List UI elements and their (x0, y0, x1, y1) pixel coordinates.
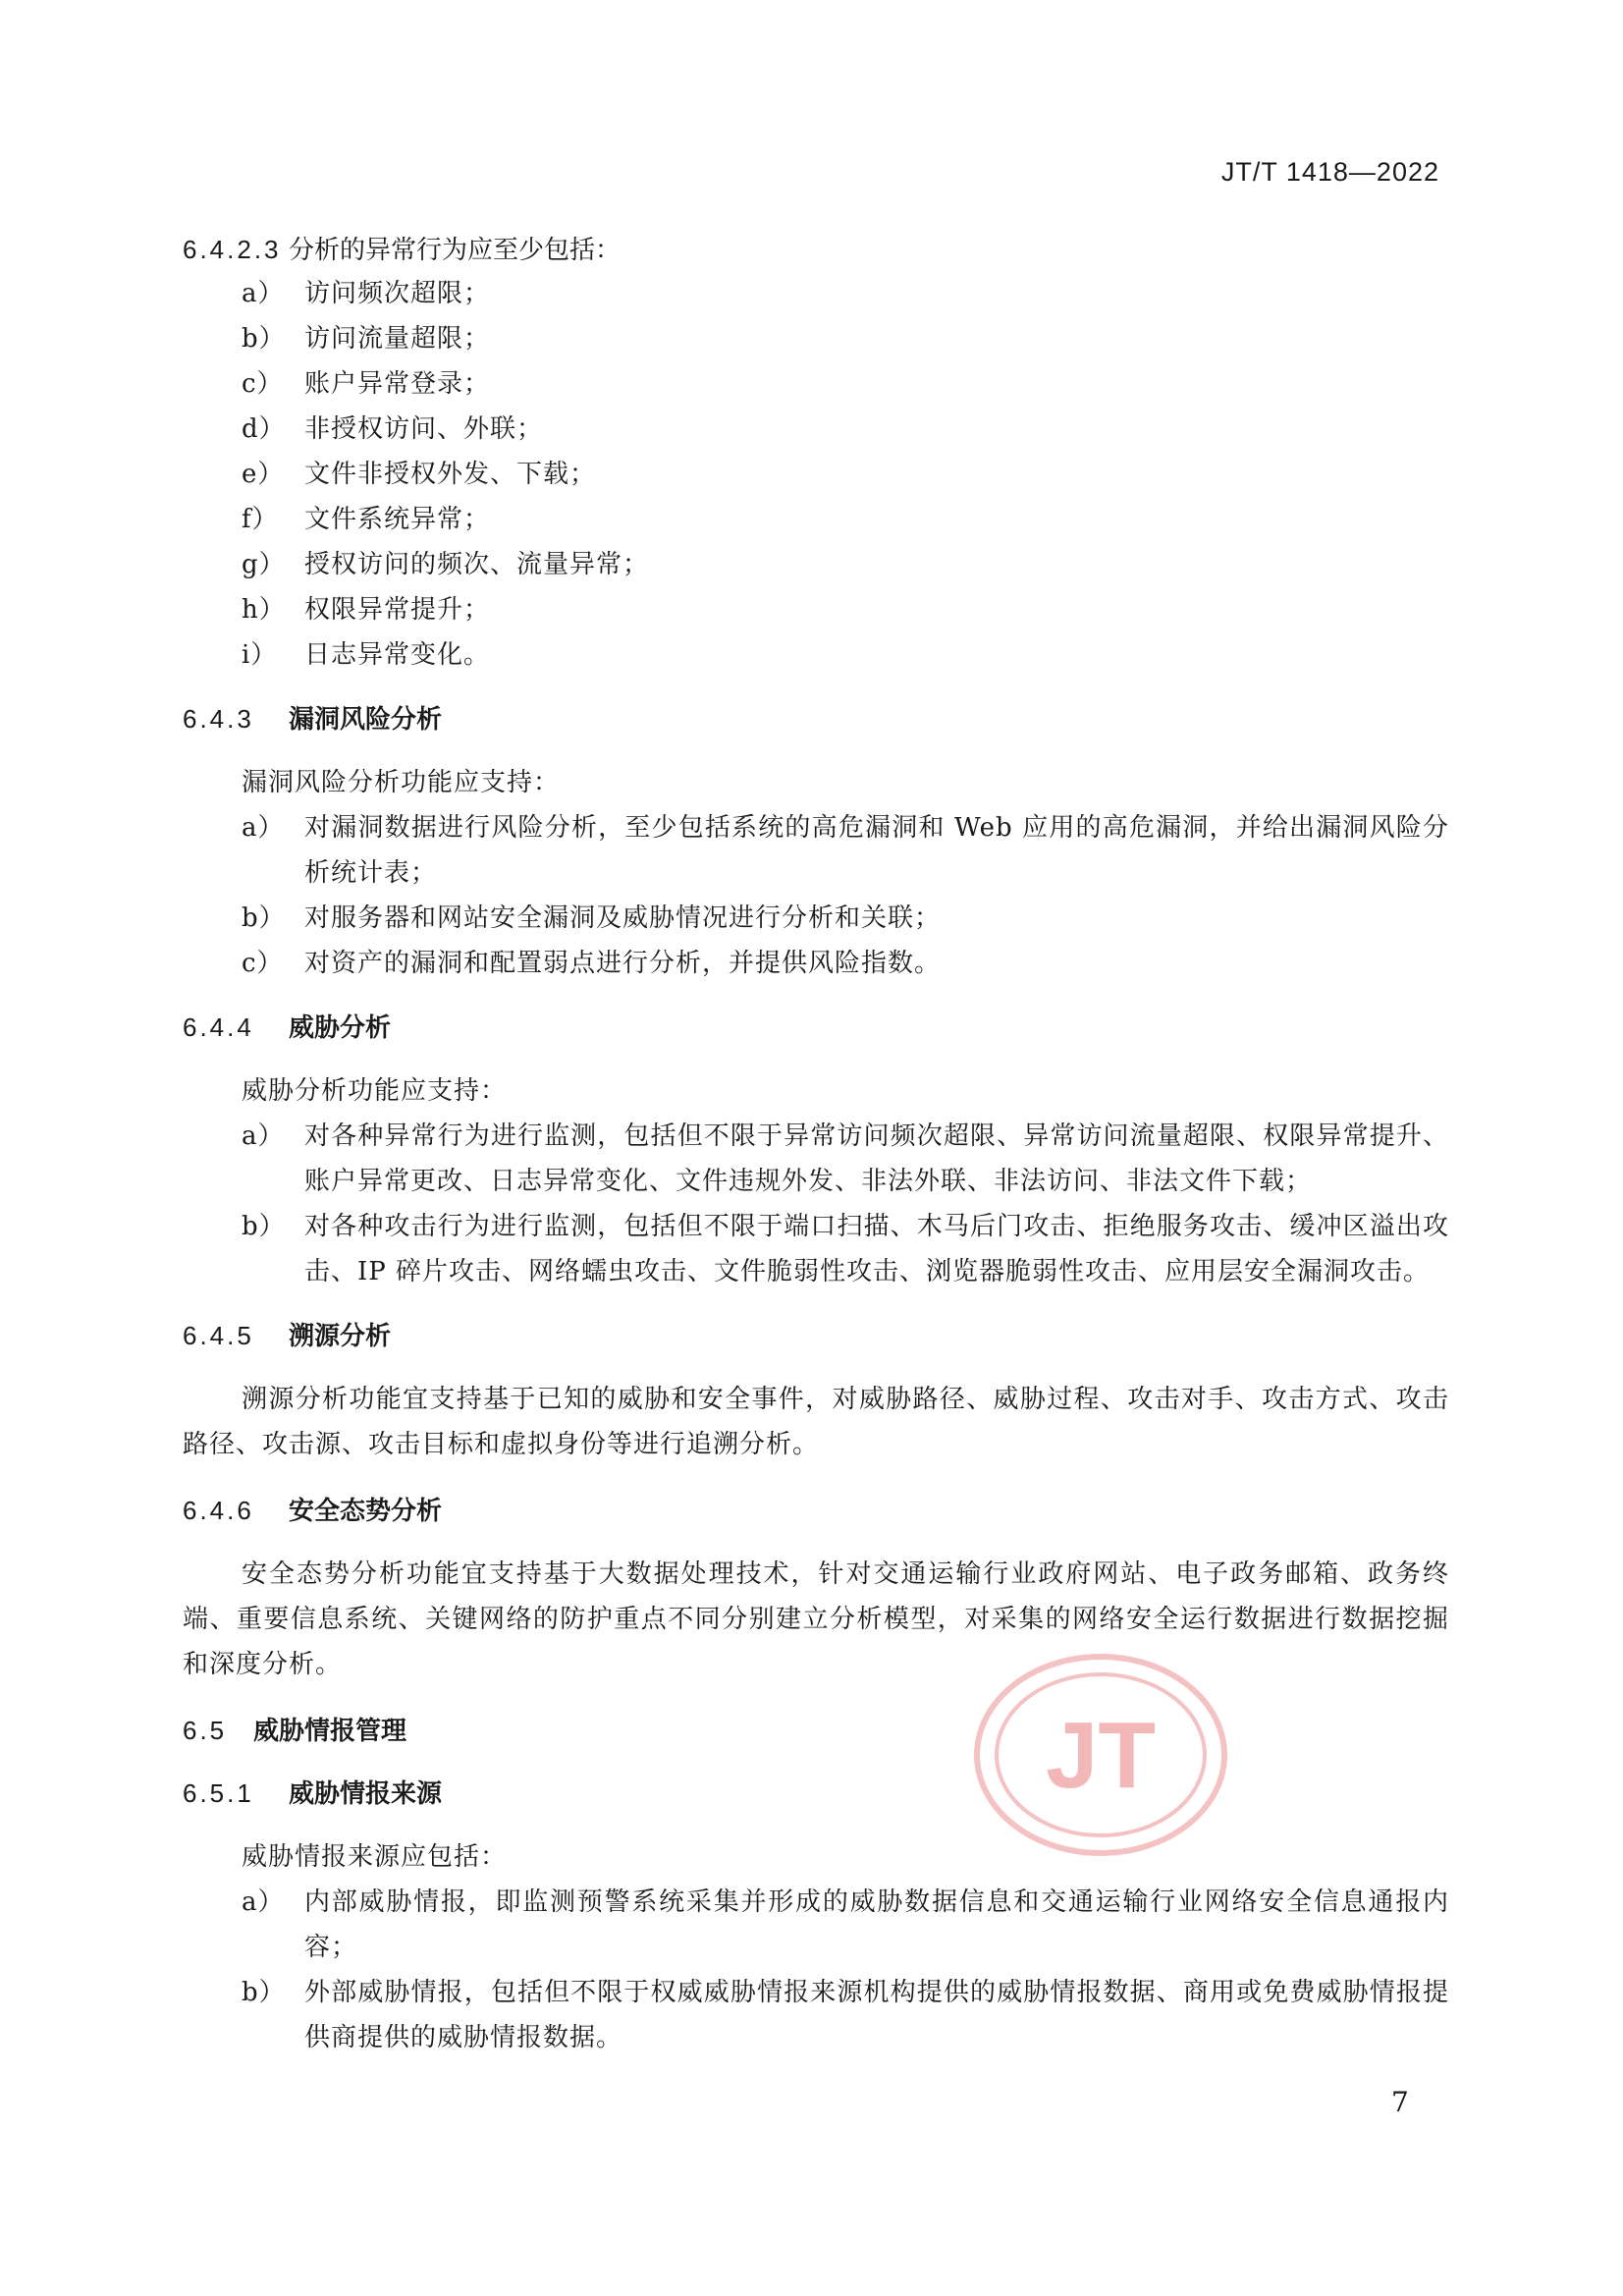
list-item (183, 1880, 1449, 1970)
list-text: 访问频次超限； (304, 279, 491, 308)
list-marker: b） (242, 324, 286, 354)
clause-6-4-5-heading (183, 1314, 1449, 1357)
clause-intro: 漏洞风险分析功能应支持： (242, 768, 561, 797)
clause-6-4-2-3-heading (183, 228, 1449, 271)
document-body (183, 228, 1449, 2080)
clause-title: 分析的异常行为应至少包括： (289, 235, 622, 264)
list-item (183, 587, 1449, 632)
list-item (183, 896, 1449, 941)
list-marker: g） (242, 550, 286, 579)
clause-body: 安全态势分析功能宜支持基于大数据处理技术，针对交通运输行业政府网站、电子政务邮箱、政务终端、重要信息系统、关键网络的防护重点不同分别建立分析模型，对采集的网络安全运行数据进行数据挖掘和深度分析。 (183, 1559, 1449, 1679)
list-text: 对各种异常行为进行监测，包括但不限于异常访问频次超限、异常访问流量超限、权限异常提升、账户异常更改、日志异常变化、文件违规外发、非法外联、非法访问、非法文件下载； (304, 1121, 1449, 1196)
list-text: 文件非授权外发、下载； (304, 460, 597, 489)
clause-6-4-6-heading (183, 1489, 1449, 1532)
page-number: 7 (1391, 2086, 1409, 2118)
clause-number: 6.5.1 (183, 1778, 254, 1808)
threat-analysis-list (183, 1114, 1449, 1294)
list-item (183, 1114, 1449, 1204)
list-marker: b） (242, 1978, 286, 2007)
list-text: 权限异常提升； (304, 595, 491, 625)
list-item (183, 316, 1449, 361)
clause-title: 漏洞风险分析 (289, 704, 443, 734)
vulnerability-analysis-list (183, 805, 1449, 986)
list-marker: a） (242, 1887, 285, 1917)
list-text: 日志异常变化。 (304, 640, 491, 670)
clause-6-5-heading (183, 1709, 1449, 1752)
list-marker: a） (242, 813, 285, 843)
abnormal-behavior-list (183, 271, 1449, 678)
list-marker: f） (242, 505, 279, 534)
clause-body: 溯源分析功能宜支持基于已知的威胁和安全事件，对威胁路径、威胁过程、攻击对手、攻击方式、攻击路径、攻击源、攻击目标和虚拟身份等进行追溯分析。 (183, 1385, 1449, 1459)
clause-title: 威胁分析 (289, 1012, 392, 1042)
list-marker: b） (242, 1212, 286, 1241)
clause-number: 6.4.3 (183, 704, 254, 734)
list-text: 外部威胁情报，包括但不限于权威威胁情报来源机构提供的威胁情报数据、商用或免费威胁情报提供商提供的威胁情报数据。 (304, 1978, 1449, 2052)
list-text: 授权访问的频次、流量异常； (304, 550, 650, 579)
svg-text:JT: JT (1045, 1703, 1157, 1808)
clause-number: 6.4.2.3 (183, 235, 282, 264)
list-item (183, 1204, 1449, 1294)
clause-number: 6.4.4 (183, 1012, 254, 1042)
list-text: 文件系统异常； (304, 505, 491, 534)
list-text: 对资产的漏洞和配置弱点进行分析，并提供风险指数。 (304, 949, 942, 978)
list-item (183, 941, 1449, 986)
clause-title: 威胁情报来源 (289, 1778, 443, 1808)
list-marker: a） (242, 1121, 285, 1151)
list-item (183, 497, 1449, 542)
clause-number: 6.4.5 (183, 1321, 254, 1350)
clause-title: 威胁情报管理 (253, 1716, 407, 1745)
list-text: 对各种攻击行为进行监测，包括但不限于端口扫描、木马后门攻击、拒绝服务攻击、缓冲区溢出攻击、IP 碎片攻击、网络蠕虫攻击、文件脆弱性攻击、浏览器脆弱性攻击、应用层安全漏洞攻击。 (304, 1212, 1449, 1286)
list-text: 访问流量超限； (304, 324, 491, 354)
document-code: JT/T 1418—2022 (1220, 157, 1439, 187)
list-item (183, 271, 1449, 316)
list-text: 对漏洞数据进行风险分析，至少包括系统的高危漏洞和 Web 应用的高危漏洞，并给出漏洞风险分析统计表； (304, 813, 1449, 888)
list-marker: d） (242, 414, 286, 444)
threat-intel-source-list (183, 1880, 1449, 2060)
clause-6-4-4-heading (183, 1006, 1449, 1049)
list-item (183, 407, 1449, 452)
list-marker: b） (242, 903, 286, 933)
list-text: 账户异常登录； (304, 369, 491, 399)
clause-title: 溯源分析 (289, 1321, 392, 1350)
list-item (183, 805, 1449, 896)
clause-6-4-3-heading (183, 697, 1449, 740)
list-marker: a） (242, 279, 285, 308)
list-item (183, 1970, 1449, 2060)
list-marker: i） (242, 640, 278, 670)
clause-title: 安全态势分析 (289, 1496, 443, 1525)
clause-6-5-1-heading (183, 1772, 1449, 1815)
clause-number: 6.4.6 (183, 1496, 254, 1525)
clause-intro: 威胁情报来源应包括： (242, 1842, 508, 1872)
list-item (183, 361, 1449, 407)
list-marker: c） (242, 949, 284, 978)
list-text: 对服务器和网站安全漏洞及威胁情况进行分析和关联； (304, 903, 942, 933)
list-item (183, 452, 1449, 497)
list-item (183, 542, 1449, 587)
clause-intro: 威胁分析功能应支持： (242, 1076, 508, 1106)
list-marker: c） (242, 369, 284, 399)
clause-number: 6.5 (183, 1716, 228, 1745)
list-item (183, 632, 1449, 678)
list-marker: e） (242, 460, 285, 489)
list-marker: h） (242, 595, 286, 625)
list-text: 内部威胁情报，即监测预警系统采集并形成的威胁数据信息和交通运输行业网络安全信息通报内容； (304, 1887, 1449, 1962)
list-text: 非授权访问、外联； (304, 414, 544, 444)
